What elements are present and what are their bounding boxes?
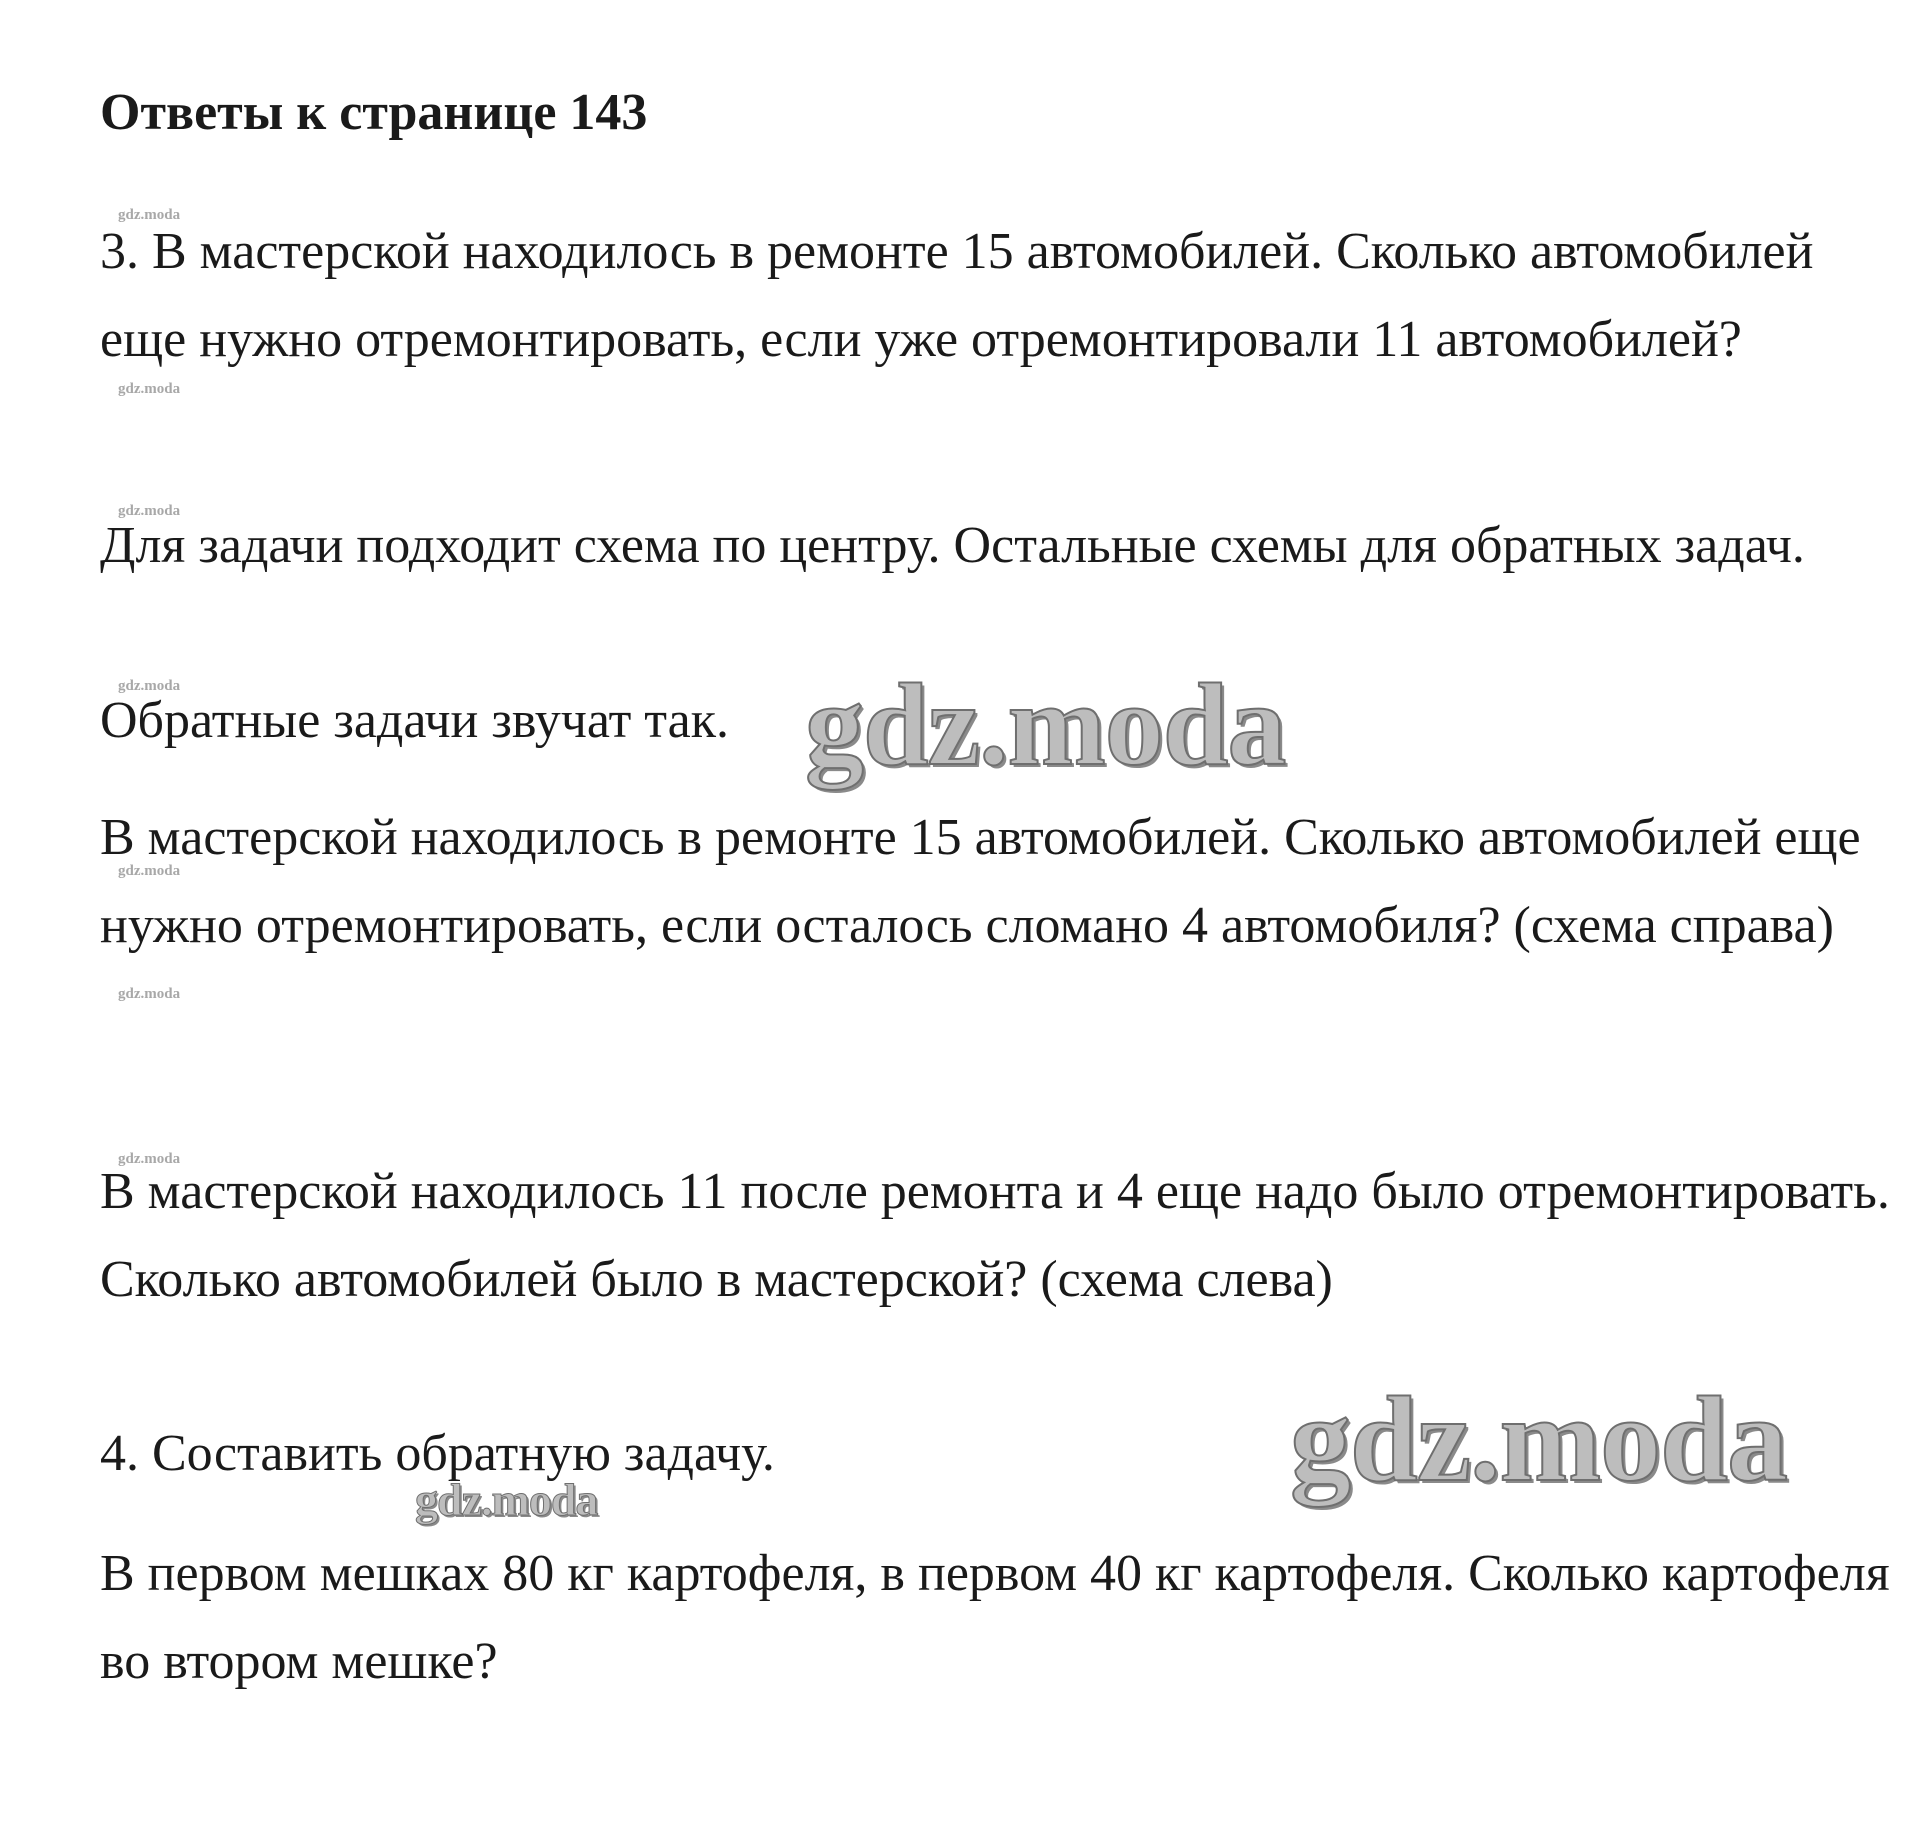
inverse-task-right-scheme: В мастерской находилось в ремонте 15 автомобилей. Сколько автомобилей еще нужно отремонтировать, если осталось сломано 4 автомобиля? (схема справа) bbox=[100, 809, 1861, 954]
watermark-small: gdz.moda bbox=[118, 1151, 181, 1167]
watermark-small: gdz.moda bbox=[118, 381, 181, 397]
inverse-tasks-intro: Обратные задачи звучат так. bbox=[100, 692, 730, 749]
watermark-small: gdz.moda bbox=[118, 986, 181, 1002]
task-4-answer: В первом мешках 80 кг картофеля, в первом 40 кг картофеля. Сколько картофеля во втором мешке? bbox=[100, 1545, 1890, 1690]
watermark-medium: gdz.moda bbox=[415, 1474, 598, 1525]
watermark-large: gdz.moda bbox=[1290, 1372, 1787, 1507]
watermark-small: gdz.moda bbox=[118, 207, 181, 223]
watermark-small: gdz.moda bbox=[118, 678, 181, 694]
page-title: Ответы к странице 143 bbox=[100, 84, 648, 141]
watermark-small: gdz.moda bbox=[118, 863, 181, 879]
answer-scheme-explanation: Для задачи подходит схема по центру. Остальные схемы для обратных задач. bbox=[100, 517, 1805, 574]
watermark-small: gdz.moda bbox=[118, 503, 181, 519]
task-4-heading: 4. Составить обратную задачу. bbox=[100, 1425, 775, 1482]
task-3-question: 3. В мастерской находилось в ремонте 15 автомобилей. Сколько автомобилей еще нужно отремонтировать, если уже отремонтировали 11 автомобилей? bbox=[100, 223, 1814, 368]
inverse-task-left-scheme: В мастерской находилось 11 после ремонта и 4 еще надо было отремонтировать. Сколько автомобилей было в мастерской? (схема слева) bbox=[100, 1163, 1890, 1308]
watermark-large: gdz.moda bbox=[805, 659, 1286, 790]
